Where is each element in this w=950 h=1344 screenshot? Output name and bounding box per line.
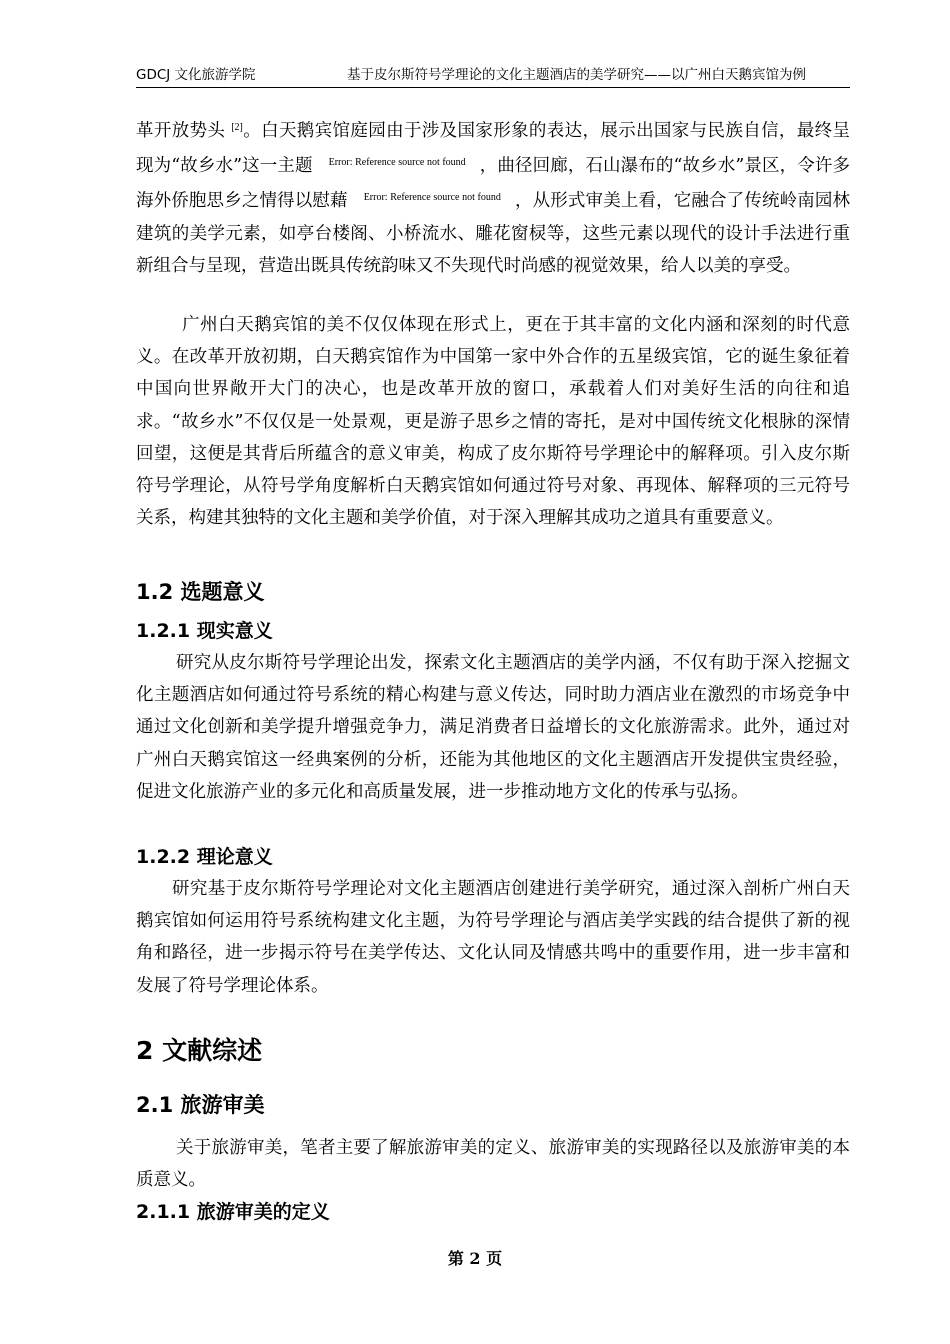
paragraph-2: 广州白天鹅宾馆的美不仅仅体现在形式上，更在于其丰富的文化内涵和深刻的时代意义。在改革开放初期，白天鹅宾馆作为中国第一家中外合作的五星级宾馆，它的诞生象征着中国向世界敞开大门的决心，也是改革开放的窗口，承载着人们对美好生活的向往和追求。“故乡水”不仅仅是一处景观，更是游子思乡之情的寄托，是对中国传统文化根脉的深情回望，这便是其背后所蕴含的意义审美，构成了皮尔斯符号学理论中的解释项。引入皮尔斯符号学理论，从符号学角度解析白天鹅宾馆如何通过符号对象、再现体、解释项的三元符号关系，构建其独特的文化主题和美学价值，对于深入理解其成功之道具有重要意义。 <box>136 315 850 529</box>
paragraph-5: 关于旅游审美，笔者主要了解旅游审美的定义、旅游审美的实现路径以及旅游审美的本质意义。 <box>136 1138 850 1191</box>
reference-error-1: Error: Reference source not found <box>328 157 466 169</box>
citation-ref: [2] <box>231 122 243 133</box>
header-title: 基于皮尔斯符号学理论的文化主题酒店的美学研究——以广州白天鹅宾馆为例 <box>347 67 806 83</box>
header-institution: GDCJ 文化旅游学院 <box>136 67 256 83</box>
page-number: 第 2 页 <box>447 1249 503 1268</box>
chapter-heading-2: 2 文献综述 <box>136 1036 263 1065</box>
paragraph-1 <box>136 112 850 305</box>
paragraph-1-text-a: 革开放势头 <box>136 121 232 141</box>
running-header <box>136 66 850 88</box>
paragraph-1-text-c: ，曲径回廊，石山瀑布的“故乡水”景区，令许多海外侨胞思乡之情得以慰藉 <box>136 156 850 212</box>
paragraph-4: 研究基于皮尔斯符号学理论对文化主题酒店创建进行美学研究，通过深入剖析广州白天鹅宾馆如何运用符号系统构建文化主题，为符号学理论与酒店美学实践的结合提供了新的视角和路径，进一步揭示符号在美学传达、文化认同及情感共鸣中的重要作用，进一步丰富和发展了符号学理论体系。 <box>136 879 850 996</box>
reference-error-2: Error: Reference source not found <box>363 192 501 204</box>
paragraph-1-text-d: ，从形式审美上看，它融合了传统岭南园林建筑的美学元素，如亭台楼阁、小桥流水、雕花窗棂等，这些元素以现代的设计手法进行重新组合与呈现，营造出既具传统韵味又不失现代时尚感的视觉效果，给人以美的享受。 <box>136 191 851 276</box>
section-heading-1-2: 1.2 选题意义 <box>136 580 265 604</box>
page-body <box>136 112 850 1228</box>
paragraph-3: 研究从皮尔斯符号学理论出发，探索文化主题酒店的美学内涵，不仅有助于深入挖掘文化主题酒店如何通过符号系统的精心构建与意义传达，同时助力酒店业在激烈的市场竞争中通过文化创新和美学提升增强竞争力，满足消费者日益增长的文化旅游需求。此外，通过对广州白天鹅宾馆这一经典案例的分析，还能为其他地区的文化主题酒店开发提供宝贵经验，促进文化旅游产业的多元化和高质量发展，进一步推动地方文化的传承与弘扬。 <box>136 653 850 802</box>
paragraph-1-text-b: 。白天鹅宾馆庭园由于涉及国家形象的表达，展示出国家与民族自信，最终呈现为“故乡水”这一主题 <box>136 121 850 177</box>
section-heading-2-1: 2.1 旅游审美 <box>136 1093 265 1117</box>
section-heading-1-2-1: 1.2.1 现实意义 <box>136 620 273 642</box>
section-heading-1-2-2: 1.2.2 理论意义 <box>136 846 273 868</box>
section-heading-2-1-1: 2.1.1 旅游审美的定义 <box>136 1201 330 1223</box>
